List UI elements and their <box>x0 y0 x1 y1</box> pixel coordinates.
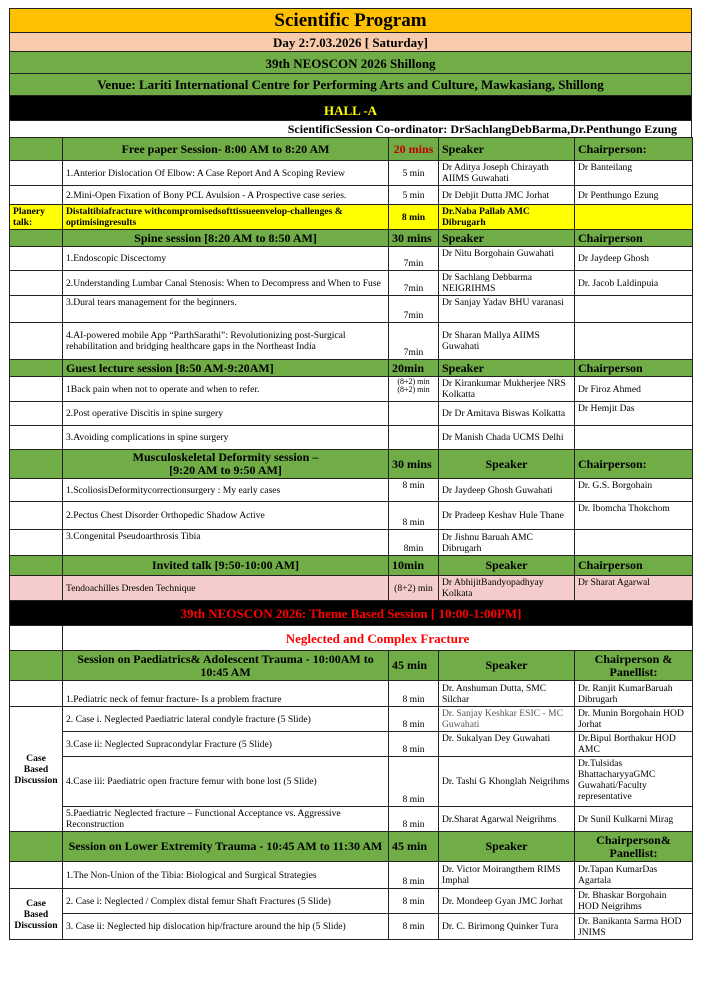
chair-cell: Dr Firoz Ahmed <box>575 377 693 402</box>
coordinator-line: ScientificSession Co-ordinator: DrSachlangDebBarma,Dr.Penthungo Ezung <box>9 120 692 137</box>
duration-cell: 8 min <box>389 681 439 707</box>
table-row <box>10 889 693 914</box>
page-title: Scientific Program <box>9 8 692 32</box>
speaker-cell: Dr Kirankumar Mukherjee NRS Kolkatta <box>439 377 575 402</box>
chair-header: Chairperson & Panellist: <box>575 651 693 681</box>
speaker-header: Speaker <box>439 138 575 161</box>
speaker-header: Speaker <box>439 360 575 377</box>
duration-cell: 8 min <box>389 707 439 732</box>
session-header <box>10 230 693 247</box>
chair-cell <box>575 296 693 323</box>
chair-cell: Dr. Munin Borgohain HOD Jorhat <box>575 707 693 732</box>
speaker-cell: Dr. C. Birimong Quinker Tura <box>439 914 575 940</box>
table-row <box>10 296 693 323</box>
table-row <box>10 807 693 832</box>
chair-cell: Dr.Tapan KumarDas Agartala <box>575 862 693 889</box>
chair-cell <box>575 323 693 360</box>
topic-cell: Tendoachilles Dresden Technique <box>63 576 389 601</box>
session-duration: 10min <box>389 556 439 576</box>
chair-cell <box>575 426 693 450</box>
duration-cell: 8 min <box>389 889 439 914</box>
table-row <box>10 862 693 889</box>
duration-cell: 8 min <box>389 479 439 502</box>
chair-header: Chairperson& Panellist: <box>575 832 693 862</box>
speaker-header: Speaker <box>439 832 575 862</box>
topic-cell: 4.Case iii: Paediatric open fracture femur with bone lost (5 Slide) <box>63 757 389 807</box>
session-header <box>10 832 693 862</box>
speaker-cell: Dr. Sukalyan Dey Guwahati <box>439 732 575 757</box>
session-duration: 45 min <box>389 651 439 681</box>
topic-cell: 3. Case ii: Neglected hip dislocation hip/fracture around the hip (5 Slide) <box>63 914 389 940</box>
program-sheet <box>9 8 692 940</box>
chair-header: Chairperson <box>575 360 693 377</box>
speaker-cell: Dr. Tashi G Khonglah Neigrihms <box>439 757 575 807</box>
chair-cell: Dr Sunil Kulkarni Mirag <box>575 807 693 832</box>
speaker-cell: Dr Sharan Mallya AIIMS Guwahati <box>439 323 575 360</box>
chair-cell: Dr. Banikanta Sarma HOD JNIMS <box>575 914 693 940</box>
table-row <box>10 426 693 450</box>
speaker-cell: Dr. Mondeep Gyan JMC Jorhat <box>439 889 575 914</box>
table-row <box>10 377 693 402</box>
topic-cell: 1.Anterior Dislocation Of Elbow: A Case Report And A Scoping Review <box>63 161 389 186</box>
topic-cell: 2.Post operative Discitis in spine surgery <box>63 402 389 426</box>
chair-cell: Dr Sharat Agarwal <box>575 576 693 601</box>
theme-heading: Neglected and Complex Fracture <box>63 626 693 651</box>
speaker-cell: Dr Debjit Dutta JMC Jorhat <box>439 186 575 205</box>
chair-cell <box>575 530 693 556</box>
duration-cell: 5 min <box>389 186 439 205</box>
session-header <box>10 360 693 377</box>
table-row <box>10 530 693 556</box>
session-title-line1: Musculoskeletal Deformity session – <box>132 450 319 464</box>
session-header <box>10 651 693 681</box>
theme-banner-row <box>10 601 693 626</box>
topic-cell: 1.ScoliosisDeformitycorrectionsurgery : My early cases <box>63 479 389 502</box>
speaker-cell: Dr. Anshuman Dutta, SMC Silchar <box>439 681 575 707</box>
session-duration: 30 mins <box>389 450 439 479</box>
session-duration: 30 mins <box>389 230 439 247</box>
theme-heading-row <box>10 626 693 651</box>
table-row <box>10 323 693 360</box>
duration-cell: 8 min <box>389 757 439 807</box>
duration-cell: 8min <box>389 530 439 556</box>
chair-header: Chairperson <box>575 230 693 247</box>
chair-header: Chairperson <box>575 556 693 576</box>
table-row <box>10 576 693 601</box>
speaker-cell: Dr Nitu Borgohain Guwahati <box>439 247 575 271</box>
table-row <box>10 247 693 271</box>
topic-cell: 3.Congenital Pseudoarthrosis Tibia <box>63 530 389 556</box>
duration-cell: 8 min <box>389 205 439 230</box>
speaker-cell: Dr Jishnu Baruah AMC Dibrugarh <box>439 530 575 556</box>
session-header <box>10 450 693 479</box>
chair-cell: Dr. Ibomcha Thokchom <box>575 502 693 530</box>
topic-cell: Distaltibiafracture withcompromisedsofttissueenvelop-challenges & optimisingresults <box>63 205 389 230</box>
duration-cell: 8 min <box>389 502 439 530</box>
speaker-header: Speaker <box>439 450 575 479</box>
table-row <box>10 914 693 940</box>
speaker-cell: Dr.Naba Pallab AMC Dibrugarh <box>439 205 575 230</box>
speaker-header: Speaker <box>439 556 575 576</box>
chair-header: Chairperson: <box>575 138 693 161</box>
session-title: Session on Lower Extremity Trauma - 10:45 AM to 11:30 AM <box>63 832 389 862</box>
session-duration: 20 mins <box>389 138 439 161</box>
duration-cell: 7min <box>389 271 439 296</box>
duration-cell: 7min <box>389 247 439 271</box>
speaker-cell: Dr Manish Chada UCMS Delhi <box>439 426 575 450</box>
case-discussion-label: Case Based Discussion <box>10 889 63 940</box>
chair-cell: Dr Hemjit Das <box>575 402 693 426</box>
conference-banner: 39th NEOSCON 2026 Shillong <box>9 51 692 73</box>
duration-cell: 7min <box>389 296 439 323</box>
speaker-cell: Dr.Sharat Agarwal Neigrihms <box>439 807 575 832</box>
duration-cell <box>389 426 439 450</box>
speaker-cell: Dr Sanjay Yadav BHU varanasi <box>439 296 575 323</box>
topic-cell: 3.Dural tears management for the beginners. <box>63 296 389 323</box>
topic-cell: 3.Case ii: Neglected Supracondylar Fracture (5 Slide) <box>63 732 389 757</box>
chair-cell: Dr Penthungo Ezung <box>575 186 693 205</box>
session-title-line2: [9:20 AM to 9:50 AM] <box>169 463 282 477</box>
session-duration: 20min <box>389 360 439 377</box>
table-row <box>10 402 693 426</box>
topic-cell: 1Back pain when not to operate and when to refer. <box>63 377 389 402</box>
topic-cell: 1.The Non-Union of the Tibia: Biological and Surgical Strategies <box>63 862 389 889</box>
case-discussion-label: Case Based Discussion <box>10 707 63 832</box>
session-title: Guest lecture session [8:50 AM-9:20AM] <box>63 360 389 377</box>
speaker-cell: Dr. Victor Moirangthem RIMS Imphal <box>439 862 575 889</box>
theme-banner: 39th NEOSCON 2026: Theme Based Session [ 10:00-1:00PM] <box>10 601 693 626</box>
duration-cell: (8+2) min <box>389 576 439 601</box>
session-title: Spine session [8:20 AM to 8:50 AM] <box>63 230 389 247</box>
table-row <box>10 502 693 530</box>
plenary-row <box>10 205 693 230</box>
session-title <box>63 450 389 479</box>
chair-cell: Dr.Tulsidas BhattacharyyaGMC Guwahati/Faculty representative <box>575 757 693 807</box>
session-title: Session on Paediatrics& Adolescent Trauma - 10:00AM to 10:45 AM <box>63 651 389 681</box>
venue-banner: Venue: Lariti International Centre for Performing Arts and Culture, Mawkasiang, Shillong <box>9 73 692 95</box>
duration-cell: 5 min <box>389 161 439 186</box>
table-row <box>10 479 693 502</box>
topic-cell: 2. Case i: Neglected / Complex distal femur Shaft Fractures (5 Slide) <box>63 889 389 914</box>
topic-cell: 2. Case i. Neglected Paediatric lateral condyle fracture (5 Slide) <box>63 707 389 732</box>
chair-cell: Dr Jaydeep Ghosh <box>575 247 693 271</box>
session-title: Free paper Session- 8:00 AM to 8:20 AM <box>63 138 389 161</box>
topic-cell: 3.Avoiding complications in spine surgery <box>63 426 389 450</box>
plenary-label: Planery talk: <box>10 205 63 230</box>
speaker-cell: Dr Aditya Joseph Chirayath AIIMS Guwahati <box>439 161 575 186</box>
chair-cell: Dr. Ranjit KumarBaruah Dibrugarh <box>575 681 693 707</box>
duration-cell: 7min <box>389 323 439 360</box>
topic-cell: 5.Paediatric Neglected fracture – Functional Acceptance vs. Aggressive Reconstruction <box>63 807 389 832</box>
speaker-header: Speaker <box>439 230 575 247</box>
speaker-header: Speaker <box>439 651 575 681</box>
day-banner: Day 2:7.03.2026 [ Saturday] <box>9 32 692 51</box>
speaker-cell: Dr Dr Amitava Biswas Kolkatta <box>439 402 575 426</box>
chair-header: Chairperson: <box>575 450 693 479</box>
hall-banner: HALL -A <box>9 95 692 120</box>
table-row <box>10 757 693 807</box>
speaker-cell: Dr Pradeep Keshav Hule Thane <box>439 502 575 530</box>
speaker-cell: Dr Jaydeep Ghosh Guwahati <box>439 479 575 502</box>
topic-cell: 1.Pediatric neck of femur fracture- Is a problem fracture <box>63 681 389 707</box>
table-row <box>10 707 693 732</box>
topic-cell: 2.Understanding Lumbar Canal Stenosis: When to Decompress and When to Fuse <box>63 271 389 296</box>
chair-cell: Dr.Bipul Borthakur HOD AMC <box>575 732 693 757</box>
chair-cell: Dr. Bhaskar Borgohain HOD Neigrihms <box>575 889 693 914</box>
session-title: Invited talk [9:50-10:00 AM] <box>63 556 389 576</box>
schedule-table <box>9 137 693 940</box>
speaker-cell: Dr. Sanjay Keshkar ESIC - MC Guwahati <box>439 707 575 732</box>
topic-cell: 2.Mini-Open Fixation of Bony PCL Avulsion - A Prospective case series. <box>63 186 389 205</box>
session-header <box>10 556 693 576</box>
chair-cell: Dr. Jacob Laldinpuia <box>575 271 693 296</box>
session-duration: 45 min <box>389 832 439 862</box>
duration-cell: 8 min <box>389 862 439 889</box>
speaker-cell: Dr Sachlang Debbarma NEIGRIHMS <box>439 271 575 296</box>
chair-cell: Dr. G.S. Borgohain <box>575 479 693 502</box>
duration-cell: 8 min <box>389 914 439 940</box>
table-row <box>10 681 693 707</box>
duration-cell: 8 min <box>389 807 439 832</box>
duration-cell: (8+2) min (8+2) min <box>389 377 439 402</box>
chair-cell: Dr Banteilang <box>575 161 693 186</box>
table-row <box>10 161 693 186</box>
topic-cell: 1.Endoscopic Discectomy <box>63 247 389 271</box>
topic-cell: 2.Pectus Chest Disorder Orthopedic Shadow Active <box>63 502 389 530</box>
table-row <box>10 186 693 205</box>
topic-cell: 4.AI-powered mobile App “ParthSarathi”: Revolutionizing post-Surgical rehabilitation and bridging healthcare gaps in the Northeast India <box>63 323 389 360</box>
table-row <box>10 271 693 296</box>
duration-cell <box>389 402 439 426</box>
speaker-cell: Dr AbhijitBandyopadhyay Kolkata <box>439 576 575 601</box>
session-header <box>10 138 693 161</box>
table-row <box>10 732 693 757</box>
duration-cell: 8 min <box>389 732 439 757</box>
